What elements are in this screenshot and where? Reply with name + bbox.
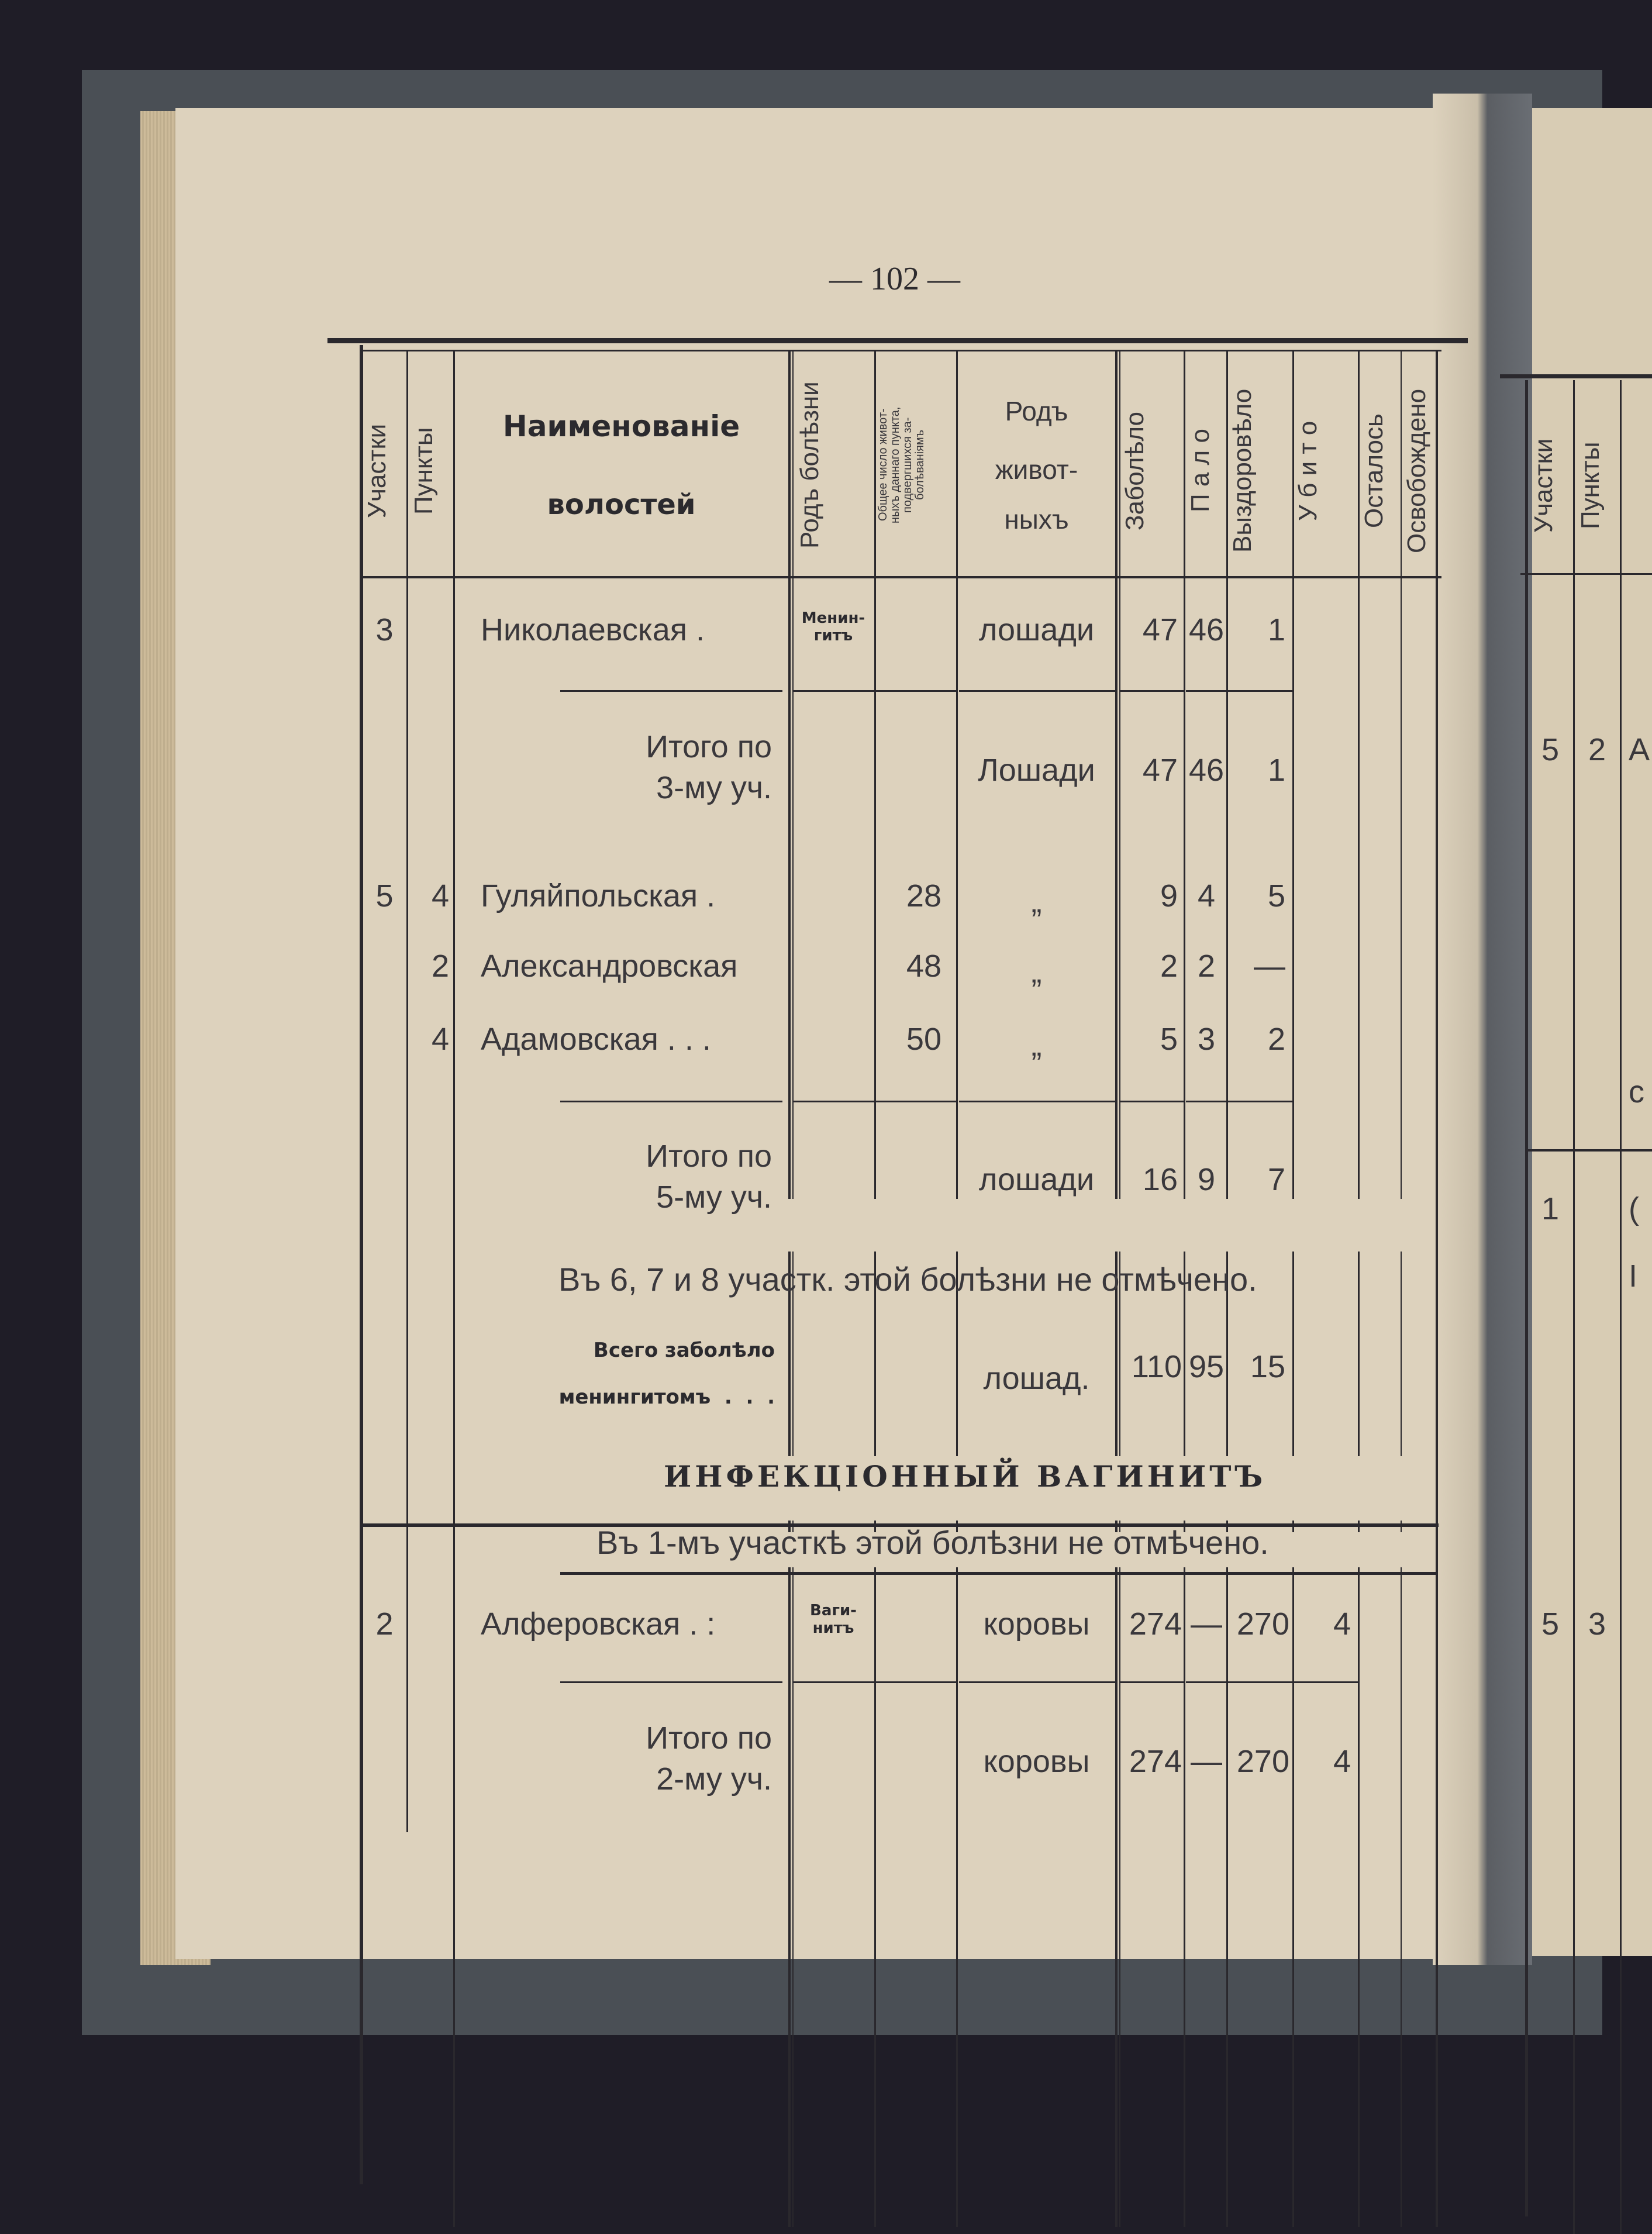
cell-vyzdorovelo: 7 <box>1267 1162 1285 1197</box>
header-zabolelo: Заболѣло <box>1120 411 1149 530</box>
cell-zabolelo: 9 <box>1160 878 1178 913</box>
cell-palo: 3 <box>1197 1022 1216 1057</box>
cell-volost: Алферовская . : <box>481 1606 716 1642</box>
header-naimenovanie: Наименованіе <box>502 409 740 443</box>
cell-animal: коровы <box>983 1606 1090 1642</box>
cell-uchastok: 5 <box>375 878 394 913</box>
cell-animal: лошади <box>978 1162 1095 1197</box>
cell-animal: Лошади <box>978 753 1095 788</box>
cell-zabolelo: 16 <box>1142 1162 1178 1197</box>
cell-animal: лошади <box>978 612 1095 647</box>
right-cell-volost: с <box>1629 1074 1644 1109</box>
cell-vyzdorovelo: 270 <box>1236 1606 1289 1642</box>
cell-total: 48 <box>906 949 941 984</box>
cell-itogo-2: 3-му уч. <box>656 770 772 805</box>
cell-animal: „ <box>1031 954 1042 990</box>
cell-itogo-1: Итого по <box>646 729 772 764</box>
cell-volost: Александровская <box>481 949 738 984</box>
cell-zabolelo: 47 <box>1142 612 1178 647</box>
cell-vyzdorovelo: 270 <box>1236 1744 1289 1779</box>
cell-animal: коровы <box>983 1744 1090 1779</box>
right-cell-uchastok: 5 <box>1541 732 1560 767</box>
cell-vyzdorovelo: — <box>1254 949 1285 984</box>
cell-palo: 95 <box>1188 1349 1225 1384</box>
cell-total: 50 <box>906 1022 941 1057</box>
header-osvobozhdeno: Освобождено <box>1402 388 1431 553</box>
right-cell-volost: I <box>1629 1259 1638 1294</box>
header-volostey: волостей <box>547 488 696 521</box>
cell-ubito: 4 <box>1333 1606 1351 1642</box>
header-rod-zhivotnykh-2: живот- <box>995 454 1078 485</box>
cell-palo: — <box>1191 1744 1222 1779</box>
header-punkty: Пункты <box>409 427 438 515</box>
cell-palo: — <box>1191 1606 1222 1642</box>
cell-volost: Адамовская . . . <box>481 1022 711 1057</box>
header-obshchee-chislo: Общее число живот- ныхъ даннаго пункта, подвергшихся за- болѣваніямъ <box>877 406 926 523</box>
cell-itogo-1: Итого по <box>646 1139 772 1174</box>
cell-itogo-2: 2-му уч. <box>656 1761 772 1797</box>
right-cell-punkt: 3 <box>1588 1606 1606 1642</box>
cell-vyzdorovelo: 15 <box>1250 1349 1285 1384</box>
cell-zabolelo: 5 <box>1160 1022 1178 1057</box>
cell-zabolelo: 47 <box>1142 753 1178 788</box>
header-palo: П а л о <box>1186 429 1215 513</box>
page-number: — 102 — <box>829 261 960 297</box>
header-rod-zhivotnykh-3: ныхъ <box>1004 504 1069 535</box>
cell-vyzdorovelo: 2 <box>1267 1022 1285 1057</box>
note-uchastki-6-7-8: Въ 6, 7 и 8 участк. этой болѣзни не отмѣчено. <box>558 1261 1257 1298</box>
cell-animal: лошад. <box>983 1361 1090 1396</box>
cell-punkt: 4 <box>431 1022 449 1057</box>
cell-itogo-1: Итого по <box>646 1721 772 1756</box>
cell-palo: 4 <box>1197 878 1216 913</box>
cell-punkt: 2 <box>431 949 449 984</box>
cell-vyzdorovelo: 1 <box>1267 612 1285 647</box>
cell-zabolelo: 274 <box>1129 1744 1182 1779</box>
cell-palo: 46 <box>1188 753 1225 788</box>
right-cell-uchastok: 1 <box>1541 1191 1560 1226</box>
cell-palo: 9 <box>1197 1162 1216 1197</box>
section-title: ИНФЕКЦІОННЫЙ ВАГИНИТЪ <box>664 1459 1267 1494</box>
header-ostalos: Осталось <box>1360 413 1388 528</box>
header-ubito: У б и т о <box>1294 420 1322 521</box>
cell-disease: Менин- гитъ <box>801 609 865 644</box>
cell-zabolelo: 274 <box>1129 1606 1182 1642</box>
cell-zabolelo: 2 <box>1160 949 1178 984</box>
right-cell-volost: ( <box>1629 1191 1639 1226</box>
cell-vyzdorovelo: 1 <box>1267 753 1285 788</box>
cell-ubito: 4 <box>1333 1744 1351 1779</box>
right-header-punkty: Пункты <box>1576 442 1605 529</box>
total-label-1: Всего заболѣло <box>593 1339 775 1362</box>
cell-palo: 2 <box>1197 949 1216 984</box>
cell-vyzdorovelo: 5 <box>1267 878 1285 913</box>
cell-animal: „ <box>1031 884 1042 919</box>
cell-itogo-2: 5-му уч. <box>656 1180 772 1215</box>
header-rod-bolezni: Родъ болѣзни <box>795 381 824 549</box>
book-cover-bottom <box>82 1965 1515 2035</box>
right-cell-volost: А <box>1629 732 1650 767</box>
cell-uchastok: 3 <box>375 612 394 647</box>
right-cell-uchastok: 5 <box>1541 1606 1560 1642</box>
total-label-2: менингитомъ . . . <box>558 1385 775 1409</box>
cell-volost: Николаевская . <box>481 612 705 647</box>
header-rod-zhivotnykh-1: Родъ <box>1005 396 1068 426</box>
header-uchastki: Участки <box>363 423 391 518</box>
cell-volost: Гуляйпольская . <box>481 878 716 913</box>
cell-total: 28 <box>906 878 941 913</box>
note-uchastok-1: Въ 1-мъ участкѣ этой болѣзни не отмѣчено. <box>596 1524 1269 1561</box>
right-cell-punkt: 2 <box>1588 732 1606 767</box>
cell-zabolelo: 110 <box>1131 1349 1182 1384</box>
header-vyzdorovelo: Выздоровѣло <box>1228 388 1257 553</box>
cell-disease: Ваги- нитъ <box>810 1602 857 1637</box>
cell-animal: „ <box>1031 1028 1042 1063</box>
right-header-uchastki: Участки <box>1529 438 1558 533</box>
cell-palo: 46 <box>1188 612 1225 647</box>
cell-punkt: 4 <box>431 878 449 913</box>
cell-uchastok: 2 <box>375 1606 394 1642</box>
